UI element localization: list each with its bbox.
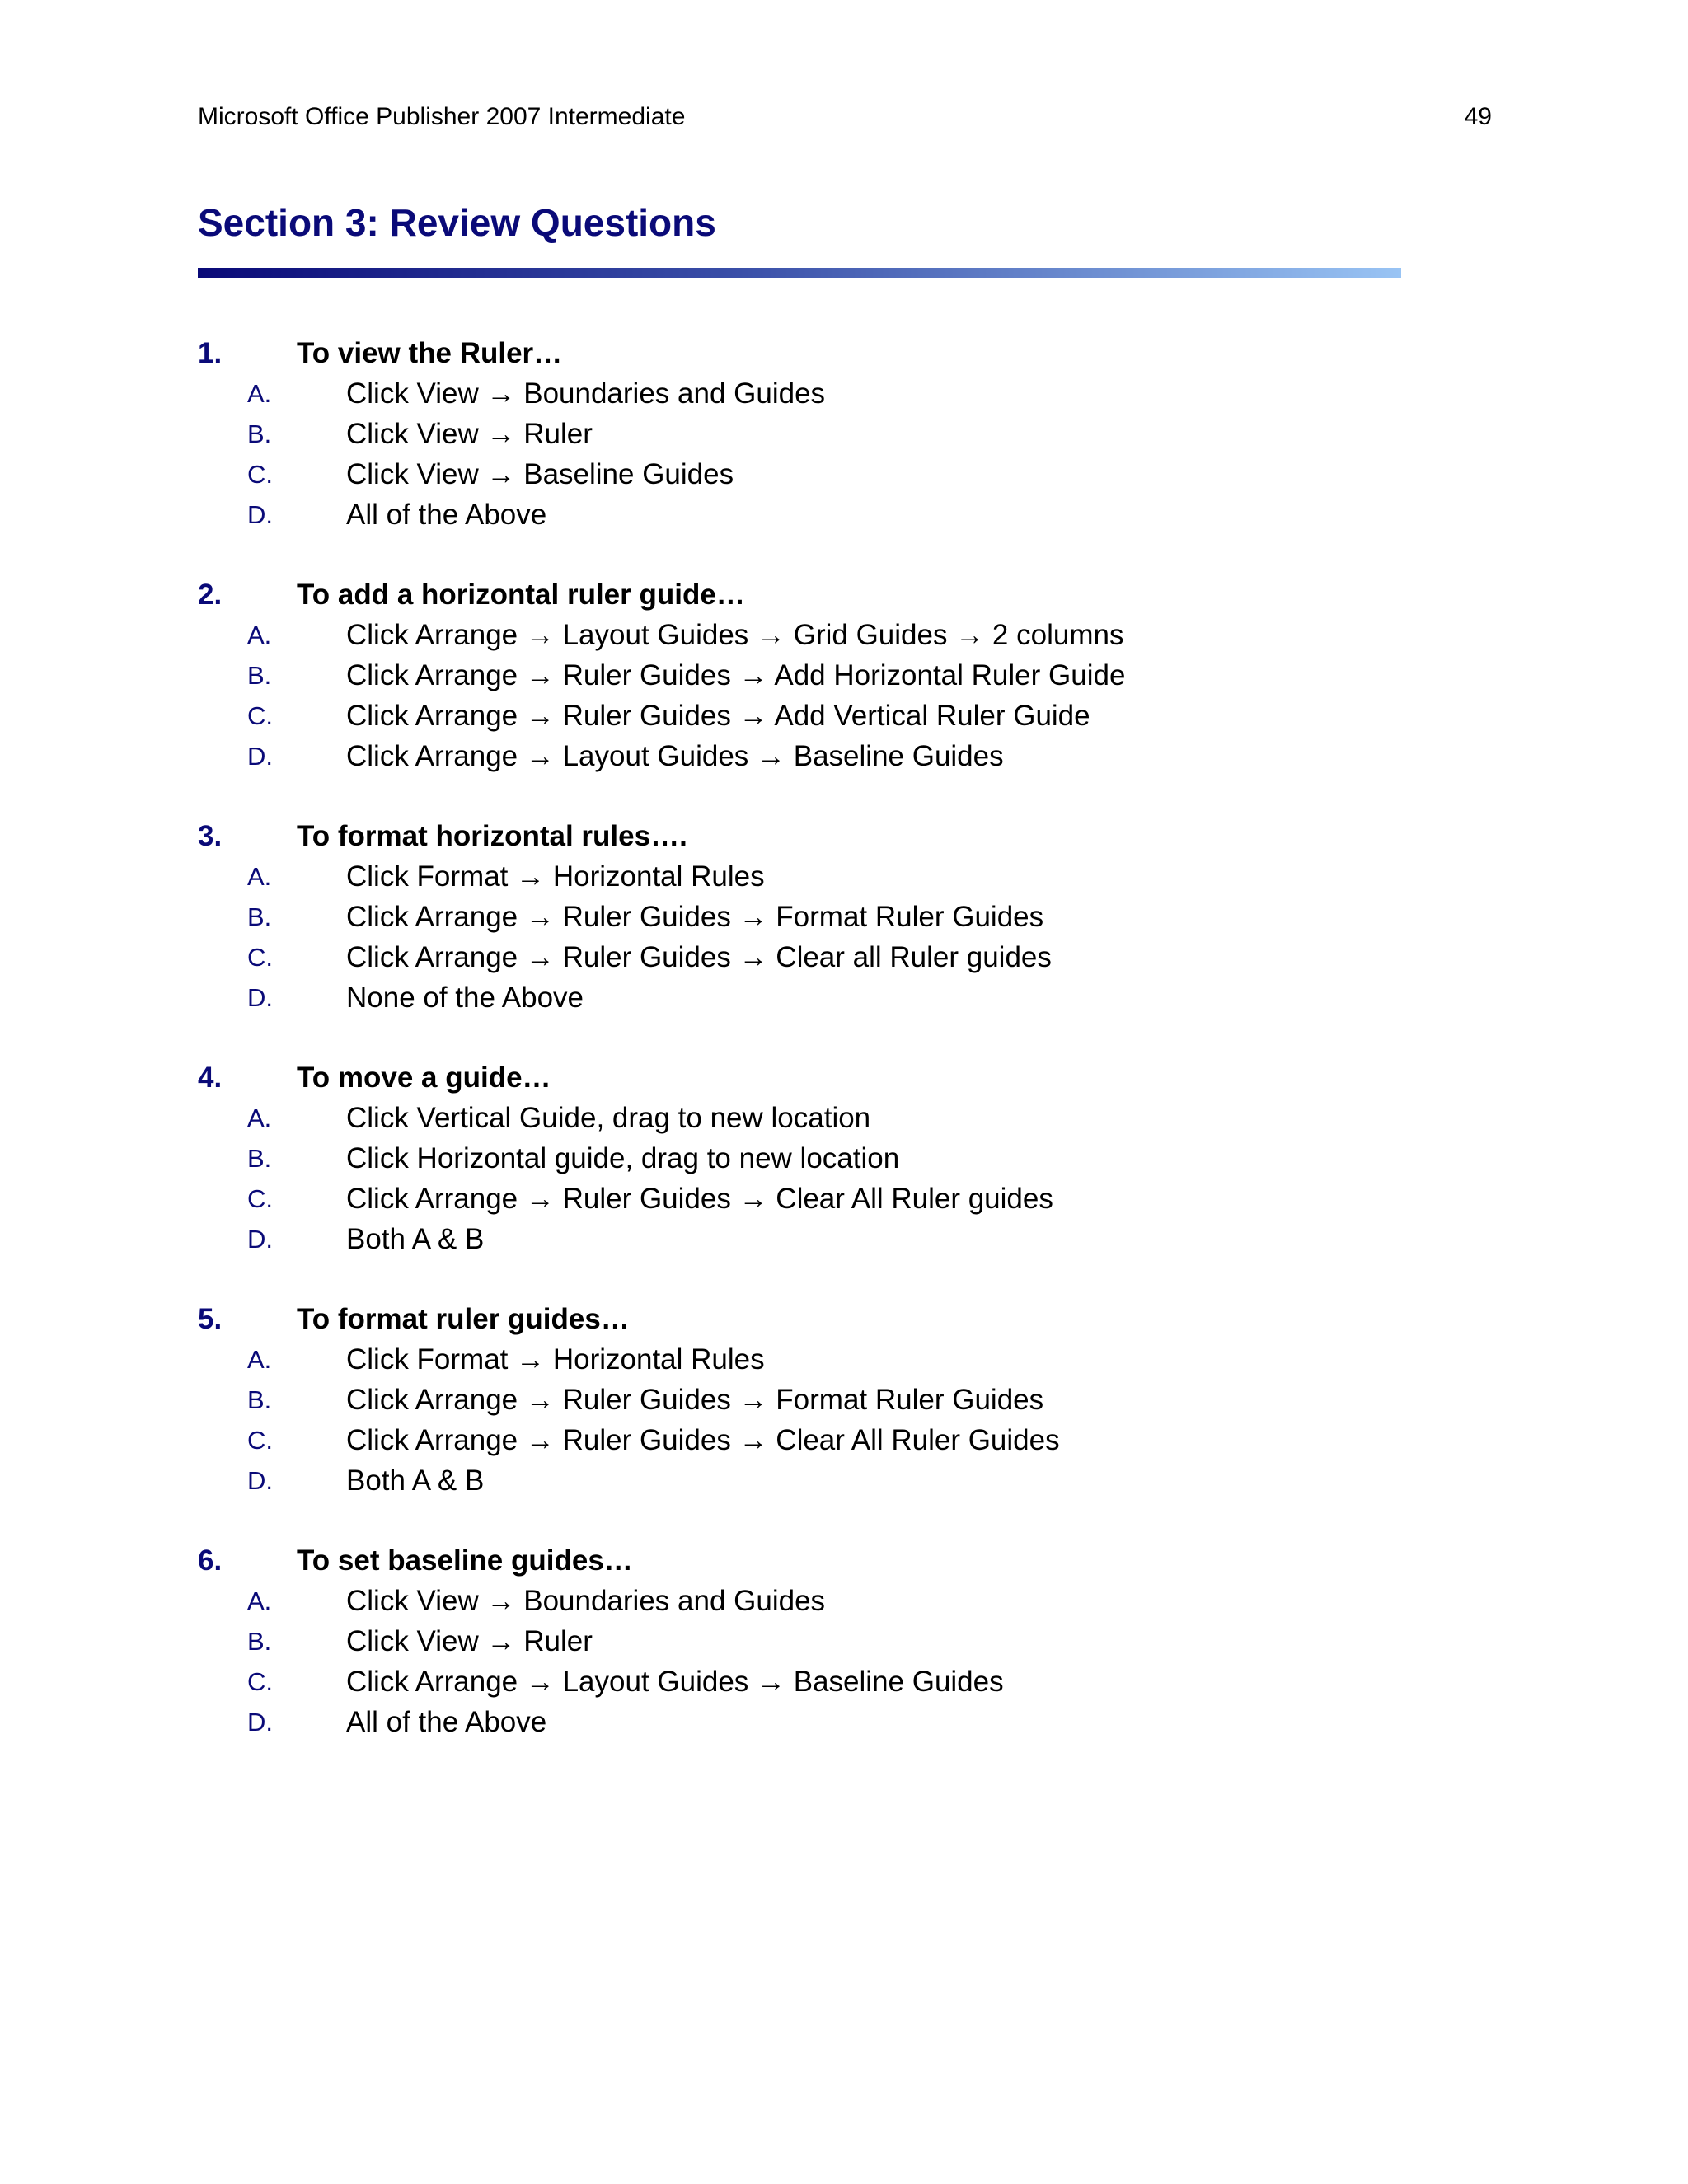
- option-letter: C.: [247, 460, 273, 489]
- question-number: 4.: [198, 1062, 223, 1094]
- option-letter: C.: [247, 701, 273, 730]
- answer-option: [198, 1460, 1517, 1501]
- question-number: 2.: [198, 579, 223, 611]
- option-text: None of the Above: [346, 982, 584, 1014]
- option-letter: A.: [247, 1104, 272, 1132]
- option-text: Both A & B: [346, 1223, 485, 1255]
- question-heading: [198, 816, 1517, 856]
- answer-option: [198, 1621, 1517, 1661]
- answer-option: [198, 897, 1517, 937]
- question-1: [198, 333, 1517, 535]
- option-letter: A.: [247, 1345, 272, 1374]
- title-gradient-rule: [198, 268, 1401, 278]
- option-text: Click Format → Horizontal Rules: [346, 1343, 765, 1376]
- question-number: 3.: [198, 820, 223, 852]
- option-text: Click Arrange → Layout Guides → Baseline Guides: [346, 1666, 1004, 1698]
- option-text: Click Arrange → Ruler Guides → Add Vertical Ruler Guide: [346, 700, 1090, 732]
- question-number: 6.: [198, 1544, 223, 1577]
- option-letter: A.: [247, 862, 272, 891]
- page-header: [198, 101, 1492, 134]
- question-number: 5.: [198, 1303, 223, 1335]
- header-title: Microsoft Office Publisher 2007 Intermediate: [198, 103, 686, 130]
- question-3: [198, 816, 1517, 1018]
- answer-option: [198, 977, 1517, 1018]
- answer-option: [198, 655, 1517, 696]
- option-letter: C.: [247, 1426, 273, 1455]
- option-text: Click Arrange → Ruler Guides → Format Ruler Guides: [346, 901, 1044, 933]
- question-text: To set baseline guides…: [297, 1544, 633, 1577]
- option-text: Click Vertical Guide, drag to new location: [346, 1102, 871, 1134]
- option-letter: D.: [247, 742, 273, 771]
- answer-option: [198, 1179, 1517, 1219]
- option-text: All of the Above: [346, 1706, 547, 1738]
- option-text: Click Arrange → Ruler Guides → Format Ruler Guides: [346, 1384, 1044, 1416]
- option-text: Click View → Boundaries and Guides: [346, 1585, 826, 1617]
- review-questions-list: [198, 333, 1517, 1782]
- question-heading: [198, 574, 1517, 615]
- question-6: [198, 1540, 1517, 1742]
- option-text: Click Arrange → Layout Guides → Baseline Guides: [346, 740, 1004, 772]
- section-title: Section 3: Review Questions: [198, 201, 716, 244]
- option-text: Click Format → Horizontal Rules: [346, 860, 765, 893]
- option-letter: B.: [247, 661, 272, 690]
- question-text: To add a horizontal ruler guide…: [297, 579, 745, 611]
- answer-option: [198, 1420, 1517, 1460]
- question-heading: [198, 1299, 1517, 1339]
- answer-option: [198, 1219, 1517, 1259]
- answer-option: [198, 373, 1517, 414]
- option-letter: A.: [247, 621, 272, 649]
- option-letter: D.: [247, 983, 273, 1012]
- answer-option: [198, 1098, 1517, 1138]
- answer-option: [198, 454, 1517, 494]
- answer-option: [198, 1581, 1517, 1621]
- answer-option: [198, 494, 1517, 535]
- option-text: Click View → Boundaries and Guides: [346, 377, 826, 410]
- option-text: Click Arrange → Ruler Guides → Add Horizontal Ruler Guide: [346, 659, 1126, 691]
- answer-option: [198, 696, 1517, 736]
- option-text: Click Arrange → Ruler Guides → Clear All Ruler guides: [346, 1183, 1053, 1215]
- option-letter: B.: [247, 419, 272, 448]
- answer-option: [198, 1339, 1517, 1380]
- question-2: [198, 574, 1517, 776]
- option-letter: C.: [247, 1667, 273, 1696]
- option-letter: D.: [247, 1225, 273, 1254]
- option-letter: B.: [247, 1144, 272, 1173]
- option-text: Click Arrange → Ruler Guides → Clear All Ruler Guides: [346, 1424, 1060, 1456]
- option-letter: C.: [247, 943, 273, 972]
- option-letter: D.: [247, 1708, 273, 1736]
- question-text: To move a guide…: [297, 1062, 551, 1094]
- option-text: Click Arrange → Layout Guides → Grid Guides → 2 columns: [346, 619, 1124, 651]
- option-text: Click View → Baseline Guides: [346, 458, 734, 490]
- option-text: All of the Above: [346, 499, 547, 531]
- question-number: 1.: [198, 337, 223, 369]
- question-4: [198, 1057, 1517, 1259]
- option-letter: A.: [247, 379, 272, 408]
- question-text: To view the Ruler…: [297, 337, 563, 369]
- option-letter: D.: [247, 500, 273, 529]
- answer-option: [198, 736, 1517, 776]
- option-text: Click View → Ruler: [346, 418, 593, 450]
- answer-option: [198, 1661, 1517, 1702]
- option-text: Click Horizontal guide, drag to new location: [346, 1142, 900, 1174]
- option-text: Click View → Ruler: [346, 1625, 593, 1657]
- answer-option: [198, 856, 1517, 897]
- option-text: Both A & B: [346, 1465, 485, 1497]
- question-heading: [198, 1540, 1517, 1581]
- answer-option: [198, 615, 1517, 655]
- answer-option: [198, 1702, 1517, 1742]
- question-5: [198, 1299, 1517, 1501]
- option-text: Click Arrange → Ruler Guides → Clear all Ruler guides: [346, 941, 1052, 973]
- option-letter: A.: [247, 1586, 272, 1615]
- answer-option: [198, 1380, 1517, 1420]
- answer-option: [198, 1138, 1517, 1179]
- answer-option: [198, 937, 1517, 977]
- option-letter: B.: [247, 1627, 272, 1656]
- option-letter: D.: [247, 1466, 273, 1495]
- option-letter: C.: [247, 1184, 273, 1213]
- option-letter: B.: [247, 1385, 272, 1414]
- page-number: 49: [1464, 103, 1492, 130]
- question-text: To format horizontal rules….: [297, 820, 687, 852]
- question-heading: [198, 333, 1517, 373]
- option-letter: B.: [247, 902, 272, 931]
- answer-option: [198, 414, 1517, 454]
- question-text: To format ruler guides…: [297, 1303, 630, 1335]
- question-heading: [198, 1057, 1517, 1098]
